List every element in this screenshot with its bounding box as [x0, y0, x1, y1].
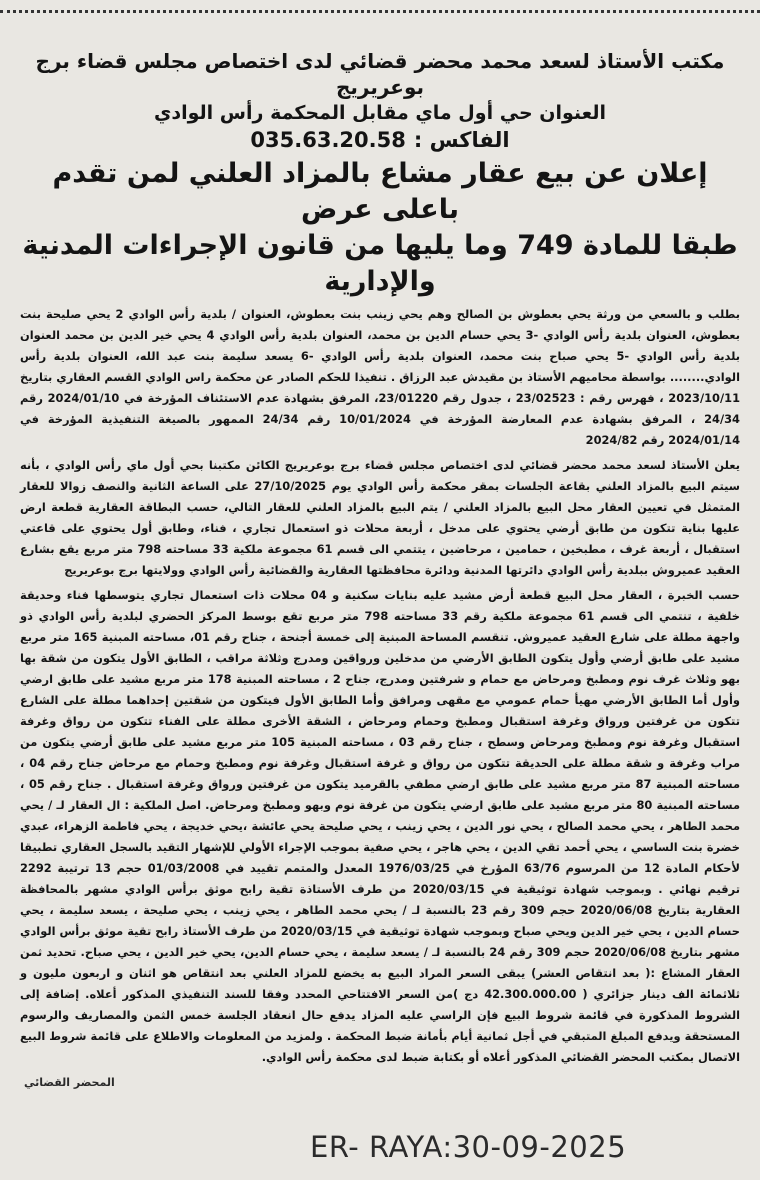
fax-number: 035.63.20.58	[250, 128, 406, 152]
notice-body	[20, 304, 740, 1068]
notice-title	[14, 156, 746, 300]
dotted-border	[0, 0, 760, 13]
office-name: مكتب الأستاذ لسعد محمد محضر قضائي لدى اختصاص مجلس قضاء برج بوعريريج	[35, 49, 725, 99]
fax-label: الفاكس :	[413, 128, 510, 152]
notice-title-line2: طبقا للمادة 749 وما يليها من قانون الإجراءات المدنية والإدارية	[22, 230, 738, 297]
paragraph-announcement: يعلن الأستاذ لسعد محمد محضر قضائي لدى اختصاص مجلس قضاء برج بوعريريج الكائن مكتبنا بحي أول ماي رأس الوادي ، بأنه سيتم البيع بالمزاد العلني بقاعة الجلسات بمقر محكمة رأس الوادي يوم 27/10/2025 على الساعة الثانية والنصف زوالا للعقار المتمثل في تعيين العقار محل البيع بالمزاد العلني / يتم البيع بالمزاد العلني للعقار التالي، حسب البطاقة العقارية قطعة ارض عليها بناية تتكون من طابق أرضي يحتوي على مدخل ، أربعة محلات ذو استعمال تجاري ، فناء، وطابق أول يحتوي على قاعتي استقبال ، أربعة غرف ، مطبخين ، حمامين ، مرحاضين ، يتتمي الى قسم 61 مجموعة ملكية 33 مساحته 798 متر مربع يقع بشارع العقيد عميروش ببلدية رأس الوادي دائرتها المدنية ودائرة محافظتها العقارية والقضائية رأس الوادي وولايتها برج بوعريريج	[20, 458, 741, 577]
legal-notice	[14, 18, 746, 1170]
signature-label: المحضر القضائي	[24, 1076, 115, 1089]
publication-footer: ER- RAYA:30-09-2025	[310, 1130, 627, 1164]
office-header	[14, 48, 746, 154]
notice-title-line1: إعلان عن بيع عقار مشاع بالمزاد العلني لمن تقدم باعلى عرض	[52, 158, 708, 225]
office-address: العنوان حي أول ماي مقابل المحكمة رأس الوادي	[153, 102, 607, 124]
paragraph-request: بطلب و بالسعي من ورثة يحي بعطوش بن الصالح وهم يحي زينب بنت بعطوش، العنوان / بلدية رأس الوادي 2 يحي صليحة بنت بعطوش، العنوان بلدية رأس الوادي -3 يحي حسام الدين بن محمد، العنوان بلدية رأس الوادي 4 يحي خير الدين بن محمد العنوان بلدية رأس الوادي -5 يحي صباح بنت محمد، العنوان بلدية رأس الوادي -6 يسعد سليمة بنت عبد الله، العنوان بلدية رأس الوادي........ بواسطة محاميهم الأستاذ بن مقيدش عبد الرزاق . تنفيذا للحكم الصادر عن محكمة راس الوادي القسم العقاري بتاريخ 2023/10/11 ، فهرس رقم : 23/02523 ، جدول رقم 23/01220، المرفق بشهادة عدم الاستئناف المؤرخة في 2024/01/10 رقم 24/34 ، المرفق بشهادة عدم المعارضة المؤرخة في 10/01/2024 رقم 24/34 الممهور بالصيغة التنفيذية المؤرخة في 2024/01/14 رقم 2024/82	[20, 307, 741, 447]
office-fax	[14, 126, 746, 154]
paragraph-expertise: حسب الخبرة ، العقار محل البيع قطعة أرض مشيد عليه بنايات سكنية و 04 محلات ذات استعمال تجاري يتوسطها فناء وحديقة خلفية ، تنتمي الى قسم 61 مجموعة ملكية رقم 33 مساحته 798 متر مربع تقع بوسط المركز الحضري لبلدية رأس الوادي ذو واجهة مطلة على شارع العقيد عميروش. تنقسم المساحة المبنية إلى خمسة أجنحة ، جناح رقم 01، مساحته المبنية 165 متر مربع مشيد على طابق أرضي وأول يتكون الطابق الأرضي من مدخلين ورواقين ومدرج وثلاثة مراقب ، الطابق الأول يتكون من شقة بها بهو وثلاث غرف نوم ومطبخ ومرحاض مع حمام و شرفتين ومدرج، جناح 2 ، مساحته المبنية 178 متر مربع مشيد على طابق ارضي وأول أما الطابق الأرضي مهيأ حمام عمومي مع مقهى ومرافق وأما الطابق الأول فيتكون من شقتين إحداهما مطلة على الشارع تتكون من غرفتين ورواق وغرفة استقبال ومطبخ وحمام ومرحاض ، الشقة الأخرى مطلة على الفناء تتكون من رواق وغرفة استقبال وغرفة نوم ومطبخ ومرحاض وسطح ، جناح رقم 03 ، مساحته المبنية 105 متر مربع مشيد على طابق أرضي يتكون من مراب وغرفة و شقة مطلة على الحديقة تتكون من رواق و غرفة استقبال وغرفة نوم ومطبخ وحمام مع مرحاض جناح رقم 04 ، مساحته المبنية 87 متر مربع مشيد على طابق ارضي مطفي بالقرميد يتكون من غرفتين ورواق وغرفة استقبال . جناح رقم 05 ، مساحته المبنية 80 متر مربع مشيد على طابق ارضي يتكون من غرفة نوم وبهو ومطبخ ومرحاض. اصل الملكية : ال العقار لـ / يحي محمد الطاهر ، يحي محمد الصالح ، يحي نور الدين ، يحي زينب ، يحي صليحة يحي عائشة ،يحي خديجة ، يحي فاطمة الزهراء، عبدي خضرة بنت الساسي ، يحي أحمد تقي الدين ، يحي هاجر ، يحي صفية بموجب الإجراء الأولي للإشهار التقيد بالسجل العقاري تطبيقا لأحكام المادة 12 من المرسوم 63/76 المؤرخ في 1976/03/25 المعدل والمتمم تقييد في 01/03/2008 حجم 13 ترتيبة 2292 ترقيم نهائي . وبموجب شهادة توثيقية في 2020/03/15 من طرف الأستاذة تقية رابح موثق برأس الوادي مشهر بالمحافظة العقارية بتاريخ 2020/06/08 حجم 309 رقم 23 بالنسبة لـ / يحي محمد الطاهر ، يحي زينب ، يحي صليحة ، يسعد سليمة ، يحي حسام الدين ، يحي خير الدين ويحي صباح وبموجب شهادة توثيقية في 2020/03/15 من طرف الأستاذ رابح تقية موثق برأس الوادي مشهر بتاريخ 2020/06/08 حجم 309 رقم 24 بالنسبة لـ / يسعد سليمة ، يحي حسام الدين، يحي خير الدين ، يحي صباح. تحديد ثمن العقار المشاع :( بعد انتقاص العشر) يبقى السعر المراد البيع به يخضع للمزاد العلني بعد انتقاص هو اثنان و اربعون مليون و ثلاثمائة الف دينار جزائري ( 42.300.000.00 دج )من السعر الافتتاحي المحدد وفقا للسند التنفيذي المذكور أعلاه. إضافة إلى الشروط المذكورة في قائمة شروط البيع فإن الراسي عليه المزاد يدفع حال انعقاد الجلسة خمس الثمن والمصاريف والرسوم المستحقة ويدفع المبلغ المتبقي في أجل ثمانية أيام بأمانة ضبط المحكمة . ولمزيد من المعلومات والاطلاع على قائمة شروط البيع الاتصال بمكتب المحضر القضائي المذكور أعلاه أو بكتابة ضبط لدى محكمة رأس الوادي.	[20, 588, 741, 1064]
